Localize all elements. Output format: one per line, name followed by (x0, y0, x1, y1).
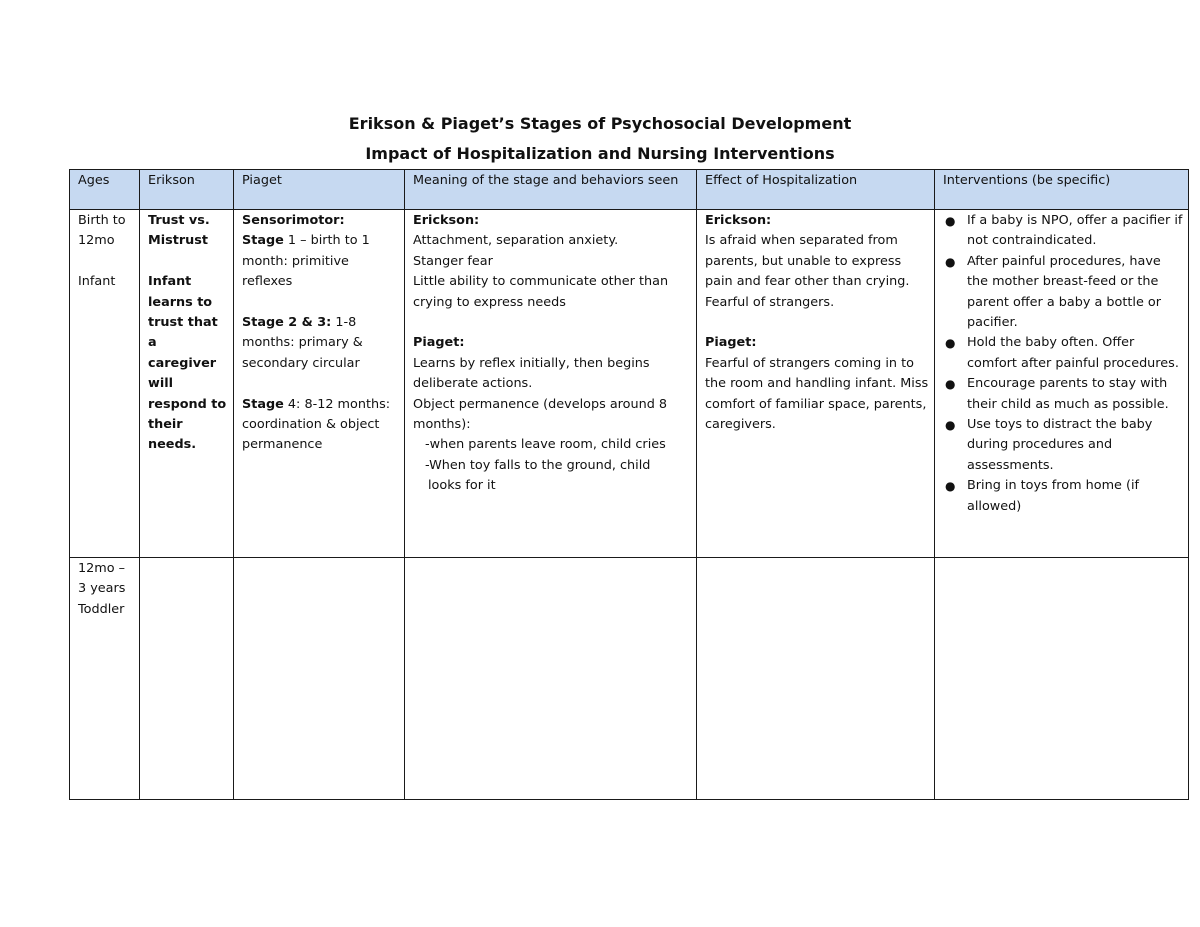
interventions-list (943, 211, 1184, 517)
meaning-piaget-label: Piaget: (413, 335, 465, 351)
header-meaning: Meaning of the stage and behaviors seen (405, 170, 697, 210)
age-range-line1: Birth to (78, 213, 126, 228)
stage-4-text: 8-12 months: coordination & object permanence (242, 396, 391, 453)
cell-ages-toddler (70, 558, 140, 800)
erikson-stage: Trust vs. Mistrust (148, 213, 210, 249)
cell-erikson-toddler (140, 558, 234, 800)
meaning-piaget-example: -when parents leave room, child cries (425, 437, 666, 453)
effect-erickson-text: Is afraid when separated from parents, but unable to express pain and fear other than crying. Fearful of strangers. (705, 233, 910, 310)
erikson-description: Infant learns to trust that a caregiver will respond to their needs. (148, 274, 227, 453)
list-item (943, 252, 1184, 334)
meaning-erickson-line: Attachment, separation anxiety. (413, 233, 619, 249)
effect-piaget-text: Fearful of strangers coming in to the room and handling infant. Miss comfort of familiar space, parents, caregivers. (705, 355, 929, 433)
bullet-icon: ● (945, 214, 956, 228)
intervention-text: Hold the baby often. Offer comfort after painful procedures. (967, 335, 1179, 371)
meaning-piaget-line: Object permanence (develops around 8 months): (413, 396, 668, 433)
list-item (943, 374, 1184, 415)
intervention-text: After painful procedures, have the mother breast-feed or the parent offer a baby a bottle or pacifier. (967, 253, 1161, 331)
bullet-icon: ● (945, 377, 956, 392)
header-erikson: Erikson (140, 170, 234, 210)
header-effect: Effect of Hospitalization (697, 170, 935, 210)
cell-piaget-infant (234, 210, 405, 558)
header-row (70, 170, 1189, 210)
stage-1-text: – birth to 1 month: primitive reflexes (242, 233, 370, 290)
effect-erickson-label: Erickson: (705, 213, 772, 228)
age-range-line2: 12mo (78, 233, 115, 249)
cell-effect-infant (697, 210, 935, 558)
intervention-text: Use toys to distract the baby during procedures and assessments. (967, 417, 1153, 473)
cell-ages-infant (70, 210, 140, 558)
piaget-stage-heading: Sensorimotor: (242, 213, 345, 228)
meaning-erickson-line: Little ability to communicate other than crying to express needs (413, 274, 669, 310)
effect-piaget-label: Piaget: (705, 335, 757, 351)
age-group-label: Toddler (78, 601, 125, 617)
piaget-stage-4 (242, 395, 400, 456)
list-item (943, 476, 1184, 517)
cell-meaning-toddler (405, 558, 697, 800)
stage-4-number: 4: (287, 396, 301, 412)
bullet-icon: ● (945, 418, 956, 433)
cell-interventions-infant (935, 210, 1189, 558)
stage-1-label: Stage (242, 233, 284, 249)
intervention-text: Bring in toys from home (if allowed) (967, 478, 1140, 514)
table-row-infant (70, 210, 1189, 558)
list-item (943, 333, 1184, 374)
stage-1-number: 1 (287, 233, 297, 249)
stage-2-3-label: Stage 2 & 3: (242, 315, 332, 331)
cell-piaget-toddler (234, 558, 405, 800)
age-range-line2: 3 years (78, 581, 126, 597)
header-piaget: Piaget (234, 170, 405, 210)
page-subtitle: Impact of Hospitalization and Nursing Interventions (365, 144, 835, 163)
piaget-stage-1 (242, 231, 400, 292)
list-item (943, 211, 1184, 252)
bullet-icon: ● (945, 336, 956, 351)
header-interventions: Interventions (be specific) (935, 170, 1189, 210)
intervention-text: Encourage parents to stay with their child as much as possible. (967, 376, 1169, 412)
cell-effect-toddler (697, 558, 935, 800)
meaning-piaget-line: Learns by reflex initially, then begins deliberate actions. (413, 355, 650, 392)
stage-2-3-text: 1-8 months: primary & secondary circular (242, 315, 363, 371)
page-title: Erikson & Piaget’s Stages of Psychosocial Development (348, 114, 852, 133)
meaning-erickson-line: Stanger fear (413, 253, 493, 269)
bullet-icon: ● (945, 254, 956, 269)
cell-meaning-infant (405, 210, 697, 558)
list-item (943, 415, 1184, 476)
age-group-label: Infant (78, 274, 116, 290)
meaning-erickson-label: Erickson: (413, 213, 480, 228)
development-table (69, 169, 1189, 800)
bullet-icon: ● (945, 479, 956, 494)
header-ages: Ages (70, 170, 140, 210)
piaget-stage-2-3 (242, 313, 400, 374)
table-row-toddler (70, 558, 1189, 800)
meaning-piaget-example: -When toy falls to the ground, child (425, 457, 651, 473)
meaning-piaget-example-cont: looks for it (428, 478, 496, 494)
intervention-text: If a baby is NPO, offer a pacifier if not contraindicated. (967, 213, 1183, 249)
stage-4-label: Stage (242, 396, 284, 412)
cell-erikson-infant (140, 210, 234, 558)
age-range-line1: 12mo – (78, 561, 126, 576)
cell-interventions-toddler (935, 558, 1189, 800)
